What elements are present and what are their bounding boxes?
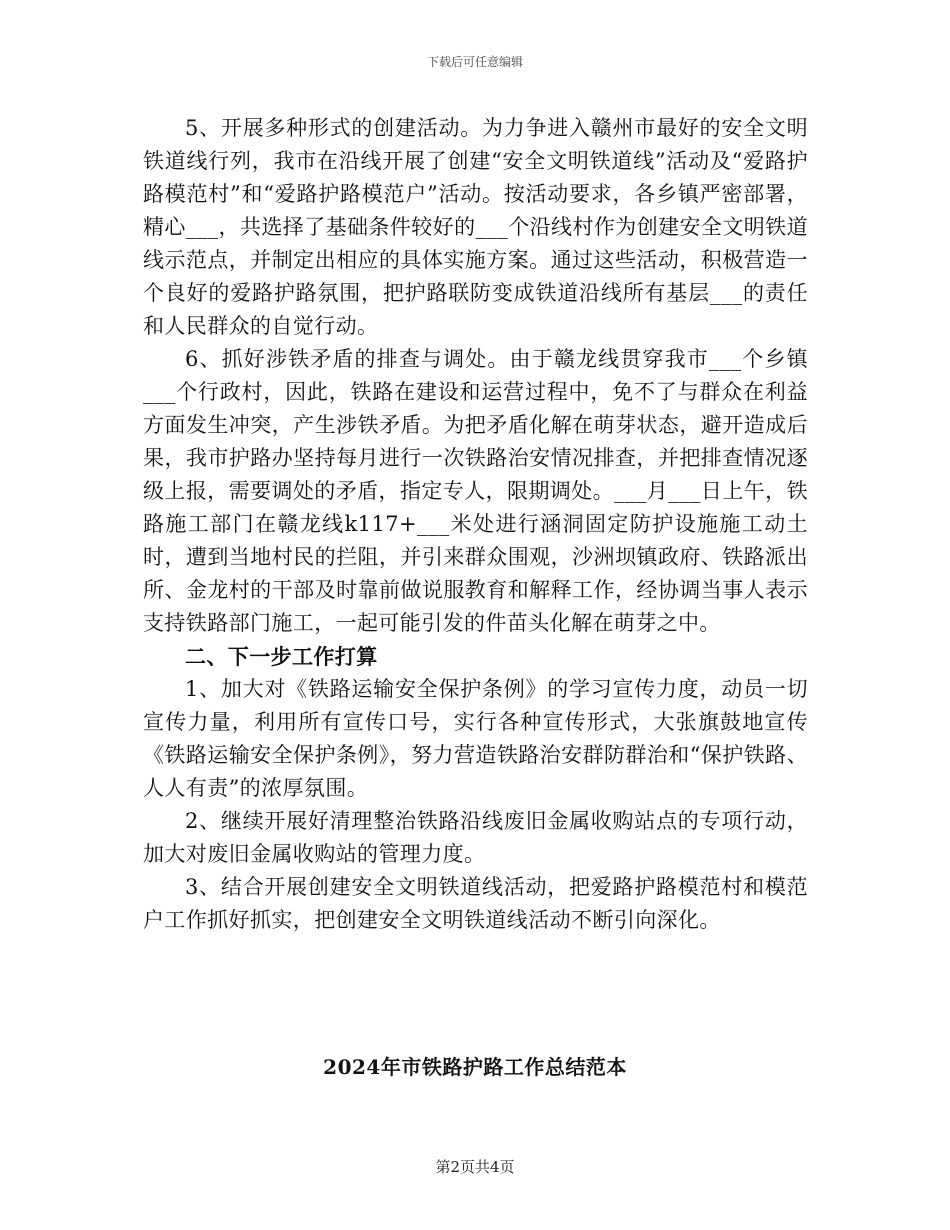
paragraph-plan-2: 2、继续开展好清理整治铁路沿线废旧金属收购站点的专项行动，加大对废旧金属收购站的管理力度。 (143, 809, 808, 866)
paragraph-plan-3: 3、结合开展创建安全文明铁道线活动，把爱路护路模范村和模范户工作抓好抓实，把创建安全文明铁道线活动不断引向深化。 (143, 875, 808, 932)
document-title: 2024年市铁路护路工作总结范本 (323, 1055, 627, 1079)
download-note: 下载后可任意编辑 (426, 55, 523, 69)
paragraph-plan-1: 1、加大对《铁路运输安全保护条例》的学习宣传力度，动员一切宣传力量，利用所有宣传口号，实行各种宣传形式，大张旗鼓地宣传《铁路运输安全保护条例》，努力营造铁路治安群防群治和“保护铁路、人人有责”的浓厚氛围。 (143, 677, 808, 800)
section-heading: 二、下一步工作打算 (185, 644, 378, 669)
page-number-footer: 第2页共4页 (435, 1158, 515, 1176)
document-body (143, 112, 808, 937)
paragraph-item-6: 6、抓好涉铁矛盾的排查与调处。由于赣龙线贯穿我市___个乡镇___个行政村，因此，铁路在建设和运营过程中，免不了与群众在利益方面发生冲突，产生涉铁矛盾。为把矛盾化解在萌芽状态，避开造成后果，我市护路办坚持每月进行一次铁路治安情况排查，并把排查情况逐级上报，需要调处的矛盾，指定专人，限期调处。___月___日上午，铁路施工部门在赣龙线k117+___米处进行涵洞固定防护设施施工动土时，遭到当地村民的拦阻，并引来群众围观，沙洲坝镇政府、铁路派出所、金龙村的干部及时靠前做说服教育和解释工作，经协调当事人表示支持铁路部门施工，一起可能引发的件苗头化解在萌芽之中。 (143, 347, 808, 635)
paragraph-item-5: 5、开展多种形式的创建活动。为力争进入赣州市最好的安全文明铁道线行列，我市在沿线开展了创建“安全文明铁道线”活动及“爱路护路模范村”和“爱路护路模范户”活动。按活动要求，各乡镇严密部署，精心___，共选择了基础条件较好的___个沿线村作为创建安全文明铁道线示范点，并制定出相应的具体实施方案。通过这些活动，积极营造一个良好的爱路护路氛围，把护路联防变成铁道沿线所有基层___的责任和人民群众的自觉行动。 (143, 116, 808, 338)
